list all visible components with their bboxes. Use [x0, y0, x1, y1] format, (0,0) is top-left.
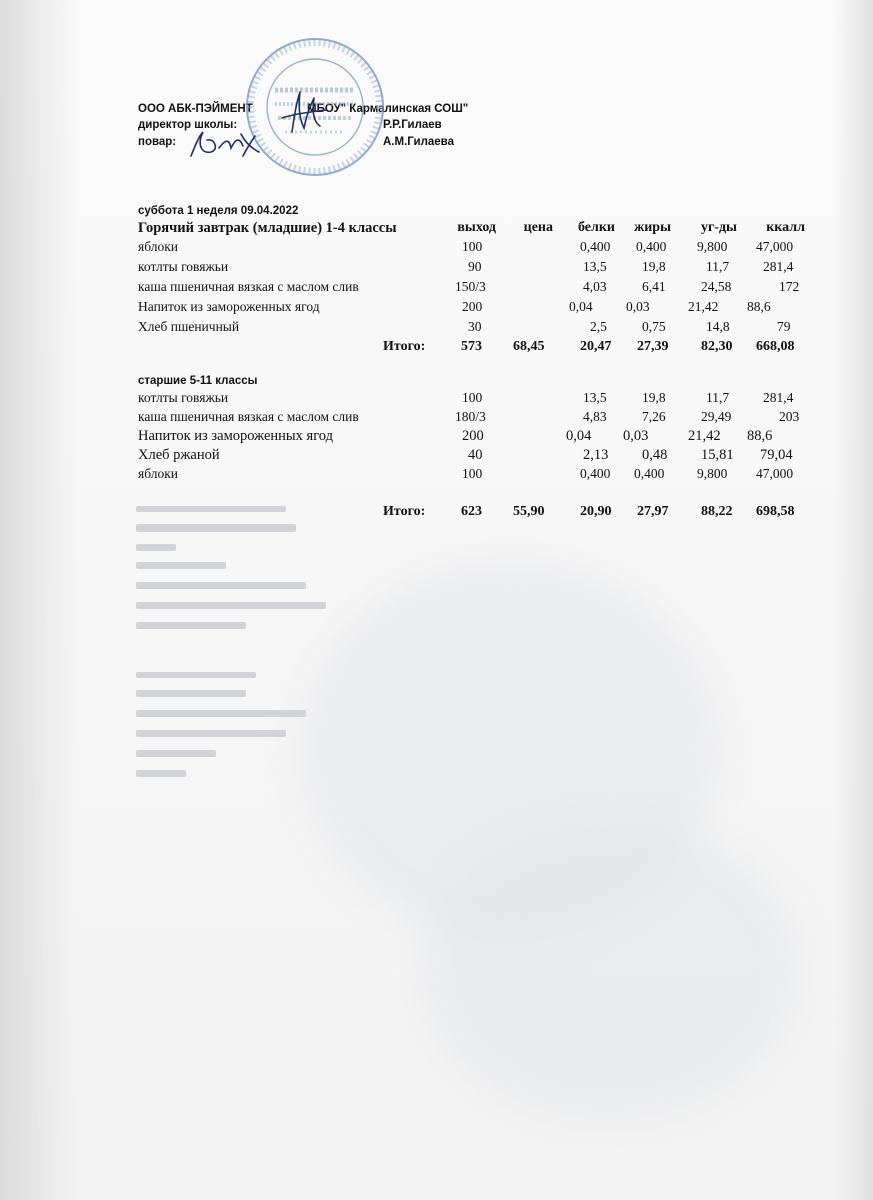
- cell-protein: 2,5: [590, 319, 607, 334]
- director-label: директор школы:: [138, 119, 238, 131]
- total-carbs: 82,30: [701, 339, 733, 354]
- total-out: 573: [461, 339, 482, 354]
- total-label: Итого:: [383, 339, 426, 354]
- cell-kcal: 47,000: [756, 239, 794, 254]
- table-row: [0, 299, 873, 319]
- cook-label: повар:: [138, 136, 177, 148]
- cell-fat: 0,400: [634, 466, 665, 481]
- total-label: Итого:: [383, 504, 426, 519]
- cell-out: 200: [462, 299, 483, 314]
- table-row: [0, 447, 873, 467]
- col-header-out: выход: [457, 220, 496, 235]
- dish-name: яблоки: [138, 239, 179, 254]
- cell-out: 30: [468, 319, 482, 334]
- cell-fat: 0,75: [642, 319, 666, 334]
- cell-protein: 4,03: [583, 279, 607, 294]
- director-signature-icon: [270, 90, 330, 135]
- table-row: [0, 466, 873, 486]
- cell-kcal: 281,4: [763, 390, 794, 405]
- column-headers: [0, 220, 873, 240]
- cell-carbs: 15,81: [701, 447, 734, 463]
- cell-kcal: 88,6: [747, 428, 773, 444]
- dish-name: Хлеб ржаной: [138, 447, 220, 463]
- cell-kcal: 79,04: [760, 447, 793, 463]
- dish-name: Хлеб пшеничный: [138, 319, 240, 334]
- table-row: [0, 390, 873, 410]
- cell-carbs: 9,800: [697, 239, 728, 254]
- senior-total-row: [0, 504, 873, 524]
- org-left: ООО АБК-ПЭЙМЕНТ: [138, 103, 253, 115]
- dish-name: Напиток из замороженных ягод: [138, 428, 334, 444]
- col-header-kcal: ккалл: [766, 220, 805, 235]
- cell-kcal: 47,000: [756, 466, 794, 481]
- table-row: [0, 319, 873, 339]
- cell-out: 100: [462, 466, 483, 481]
- cell-protein: 0,400: [580, 239, 611, 254]
- cell-carbs: 21,42: [688, 428, 721, 444]
- menu-title: Горячий завтрак (младшие) 1-4 классы: [138, 220, 397, 236]
- dish-name: каша пшеничная вязкая с маслом слив: [138, 409, 359, 424]
- cell-out: 180/3: [455, 409, 486, 424]
- total-kcal: 698,58: [756, 504, 795, 519]
- cell-protein: 0,400: [580, 466, 611, 481]
- cell-carbs: 24,58: [701, 279, 732, 294]
- cell-carbs: 21,42: [688, 299, 719, 314]
- cell-out: 90: [468, 259, 482, 274]
- cell-kcal: 79: [777, 319, 791, 334]
- cell-out: 100: [462, 390, 483, 405]
- total-price: 68,45: [513, 339, 545, 354]
- cell-carbs: 29,49: [701, 409, 732, 424]
- dish-name: котлты говяжьи: [138, 390, 229, 405]
- cell-protein: 13,5: [583, 259, 607, 274]
- cell-out: 40: [468, 447, 483, 463]
- cell-carbs: 11,7: [706, 259, 730, 274]
- org-right: МБОУ" Кармалинская СОШ": [307, 103, 469, 115]
- cell-fat: 7,26: [642, 409, 666, 424]
- table-row: [0, 428, 873, 448]
- table-row: [0, 239, 873, 259]
- cell-fat: 0,48: [642, 447, 668, 463]
- total-out: 623: [461, 504, 482, 519]
- total-protein: 20,90: [580, 504, 612, 519]
- cell-carbs: 11,7: [706, 390, 730, 405]
- cell-fat: 6,41: [642, 279, 666, 294]
- cell-protein: 4,83: [583, 409, 607, 424]
- scan-shadow-right: [833, 0, 873, 1200]
- cell-protein: 2,13: [583, 447, 609, 463]
- cell-carbs: 14,8: [706, 319, 730, 334]
- cell-fat: 19,8: [642, 390, 666, 405]
- cell-protein: 13,5: [583, 390, 607, 405]
- cell-fat: 0,03: [626, 299, 650, 314]
- cell-out: 150/3: [455, 279, 486, 294]
- total-fat: 27,97: [637, 504, 669, 519]
- cell-kcal: 281,4: [763, 259, 794, 274]
- cell-kcal: 88,6: [747, 299, 771, 314]
- cell-fat: 19,8: [642, 259, 666, 274]
- cell-carbs: 9,800: [697, 466, 728, 481]
- junior-total-row: [0, 339, 873, 359]
- cook-name: А.М.Гилаева: [383, 136, 454, 148]
- dish-name: Напиток из замороженных ягод: [138, 299, 320, 314]
- col-header-price: цена: [523, 220, 553, 235]
- show-through-bleed: [136, 500, 336, 790]
- table-row: [0, 279, 873, 299]
- cell-kcal: 203: [779, 409, 800, 424]
- cell-fat: 0,03: [623, 428, 649, 444]
- cell-fat: 0,400: [636, 239, 667, 254]
- table-row: [0, 409, 873, 429]
- director-name: Р.Р.Гилаев: [383, 119, 442, 131]
- menu-date: суббота 1 неделя 09.04.2022: [138, 205, 299, 217]
- scan-shadow-left: [0, 0, 80, 1200]
- cell-out: 100: [462, 239, 483, 254]
- dish-name: котлты говяжьи: [138, 259, 229, 274]
- table-row: [0, 259, 873, 279]
- total-fat: 27,39: [637, 339, 669, 354]
- senior-title: старшие 5-11 классы: [138, 375, 258, 387]
- total-kcal: 668,08: [756, 339, 795, 354]
- total-carbs: 88,22: [701, 504, 733, 519]
- total-price: 55,90: [513, 504, 545, 519]
- cook-signature-icon: [185, 126, 265, 162]
- scan-fade: [420, 820, 800, 1120]
- total-protein: 20,47: [580, 339, 612, 354]
- cell-protein: 0,04: [569, 299, 593, 314]
- dish-name: яблоки: [138, 466, 179, 481]
- cell-protein: 0,04: [566, 428, 592, 444]
- col-header-protein: белки: [577, 220, 615, 235]
- cell-out: 200: [462, 428, 484, 444]
- cell-kcal: 172: [779, 279, 800, 294]
- col-header-carbs: уг-ды: [700, 220, 737, 235]
- col-header-fat: жиры: [634, 220, 671, 235]
- dish-name: каша пшеничная вязкая с маслом слив: [138, 279, 359, 294]
